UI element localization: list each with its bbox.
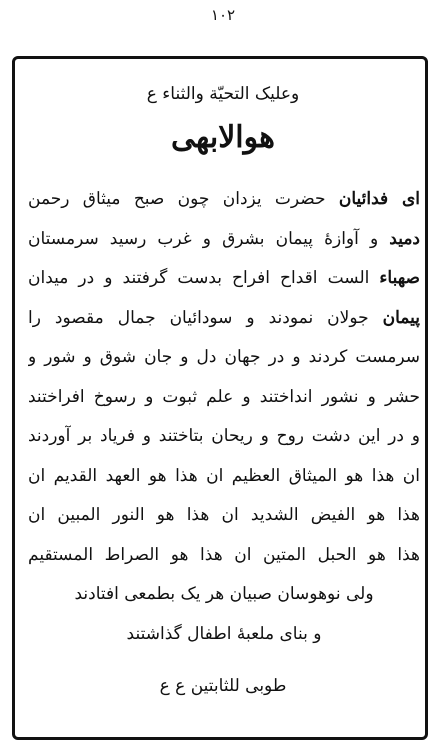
line-text: حشر و نشور انداختند و علم ثبوت و رسوخ افراختند — [28, 386, 420, 407]
text-line — [28, 220, 420, 260]
line-text: و آوازهٔ پیمان بشرق و غرب رسید سرمستان — [28, 228, 390, 249]
line-lead: دمید — [389, 228, 420, 249]
text-line — [28, 417, 420, 457]
text-line — [28, 378, 420, 418]
line-text: هذا هو الفیض الشدید ان هذا هو النور المبین ان — [28, 505, 420, 525]
salutation: وعلیک التحیّة والثناء ع — [146, 84, 300, 104]
centered-line: ولی نوهوسان صبیان هر یک بطمعی افتادند — [74, 584, 374, 604]
line-text: و در این دشت روح و ریحان بتاختند و فریاد بر آوردند — [28, 426, 420, 446]
closing-line: طوبی للثابتین ع ع — [159, 676, 287, 696]
line-text: هذا هو الحبل المتین ان هذا هو الصراط المستقیم — [28, 544, 420, 565]
tablet-body — [28, 180, 420, 654]
line-text: جولان نمودند و سودائیان جمال مقصود را — [28, 307, 383, 328]
line-lead: ای فدائیان — [338, 189, 420, 209]
centered-line: و بنای ملعبهٔ اطفال گذاشتند — [126, 623, 322, 644]
text-line — [28, 496, 420, 536]
text-line — [28, 259, 420, 299]
text-line — [28, 457, 420, 497]
line-text: ان هذا هو المیثاق العظیم ان هذا هو العهد القدیم ان — [28, 465, 420, 486]
page-number: ۱۰۲ — [210, 6, 236, 24]
line-lead: پیمان — [382, 307, 420, 328]
line-lead: صهباء — [379, 268, 420, 288]
line-text: حضرت یزدان چون صبح میثاق رحمن — [28, 189, 339, 209]
line-text: سرمست کردند و در جهان دل و جان شوق و شور و — [28, 347, 420, 367]
text-line — [28, 536, 420, 576]
text-line — [28, 299, 420, 339]
text-line — [28, 180, 420, 220]
text-line — [28, 338, 420, 378]
tablet-heading: هوالابهی — [171, 120, 275, 155]
line-text: الست اقداح افراح بدست گرفتند و در میدان — [28, 268, 380, 288]
